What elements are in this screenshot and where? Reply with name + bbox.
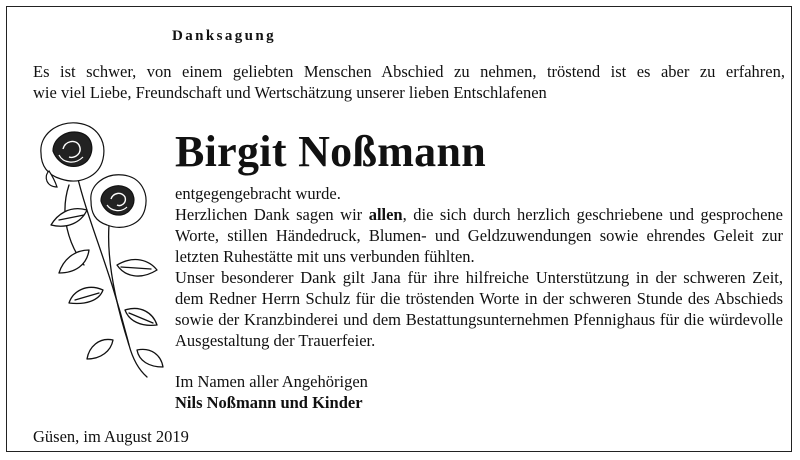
emphasis-allen: allen: [368, 205, 403, 224]
paragraph-2-start: Herzlichen Dank sagen wir: [175, 205, 369, 224]
paragraph-2: [175, 204, 783, 267]
intro-line-1: Es ist schwer, von einem geliebten Menschen Abschied zu nehmen, tröstend ist es aber zu erfahren,: [33, 62, 785, 81]
place-date: Güsen, im August 2019: [33, 427, 189, 446]
paragraph-3: Unser besonderer Dank gilt Jana für ihre hilfreiche Unterstützung in der schweren Zeit, dem Redner Herrn Schulz für die tröstenden Worte in der schweren Stunde des Abschieds sowie der Kranzbinderei und dem Bestattungsunternehmen Pfennighaus für die würdevolle Ausgestaltung der Trauerfeier.: [175, 268, 783, 350]
signature-names: Nils Noßmann und Kinder: [175, 393, 363, 412]
intro-line-2: wie viel Liebe, Freundschaft und Wertschätzung unserer lieben Entschlafenen: [33, 83, 547, 102]
paragraph-1: entgegengebracht wurde.: [175, 184, 341, 203]
deceased-name: Birgit Noßmann: [175, 127, 487, 176]
signature-block: [175, 371, 368, 413]
roses-icon: [29, 115, 174, 380]
intro-text: [33, 61, 785, 103]
signature-intro: Im Namen aller Angehörigen: [175, 372, 368, 391]
body-text: [175, 183, 783, 351]
paragraph-2-end: , die sich durch herzlich geschriebene und gesprochene Worte, stillen Händedruck, Blumen- und Geldzuwendungen sowie ehrendes Geleit zur letzten Ruhestätte mit uns verbunden fühlten.: [175, 205, 783, 266]
obituary-notice: [6, 6, 792, 452]
notice-heading: Danksagung: [172, 28, 277, 44]
